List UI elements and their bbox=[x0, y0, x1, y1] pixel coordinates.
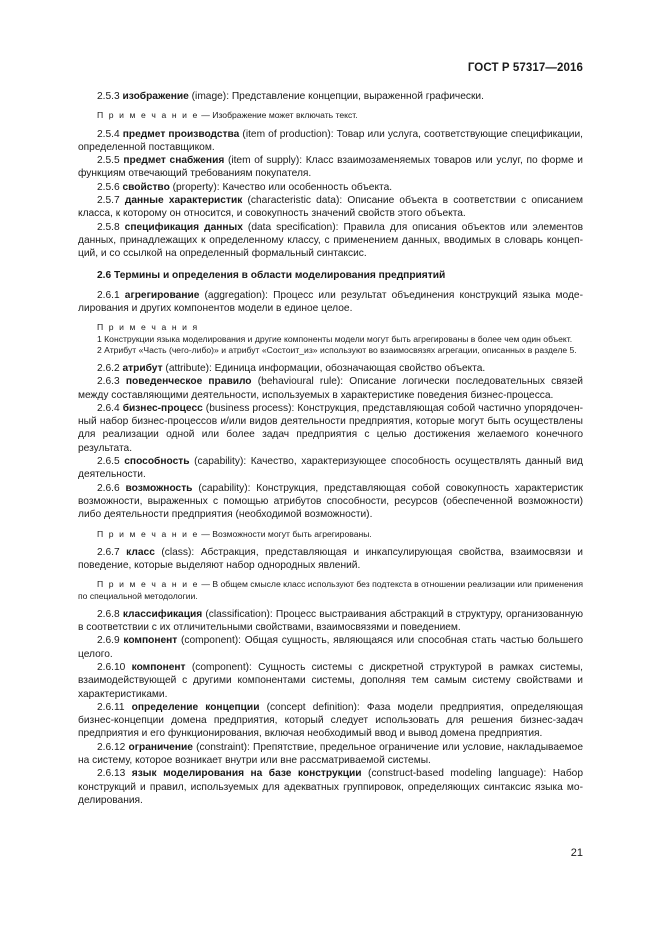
definition-paragraph bbox=[78, 701, 583, 741]
clause-number: 2.6.9 bbox=[97, 635, 124, 647]
definition-text: (capability): Качество, характеризующее способность осуществлять данный вид деятельности. bbox=[78, 456, 583, 481]
defined-term: компонент bbox=[123, 635, 178, 647]
clause-number: 2.6.6 bbox=[97, 482, 126, 494]
clause-number: 2.6.7 bbox=[97, 546, 127, 558]
definition-text: (property): Качество или особенность объекта. bbox=[169, 181, 393, 193]
defined-term: поведенческое правило bbox=[125, 376, 252, 388]
note-text: — В общем смысле класс используют без подтекста в отношении реализации или применения по специальной методологии. bbox=[78, 579, 583, 601]
definition-text: (data specification): Правила для описания объектов или элементов данных, принадлежащих к определенному классу, с применением данных, вводимых в словарь концепций, и со ссылкой на определенный формальный синтаксис. bbox=[78, 221, 583, 260]
clause-number: 2.6.8 bbox=[97, 608, 123, 620]
document-body bbox=[78, 90, 583, 807]
definition-text: (item of supply): Класс взаимозаменяемых товаров или услуг, по форме и функциям отвечающий требованиям покупателя. bbox=[78, 155, 583, 180]
defined-term: язык моделирования на базе конструкции bbox=[131, 768, 362, 780]
defined-term: изображение bbox=[122, 91, 189, 102]
defined-term: предмет снабжения bbox=[123, 155, 225, 167]
clause-number: 2.5.6 bbox=[97, 181, 123, 193]
clause-number: 2.6.1 bbox=[97, 289, 125, 301]
defined-term: агрегирование bbox=[124, 289, 200, 301]
note-text: — Возможности могут быть агрегированы. bbox=[198, 528, 372, 539]
clause-number: 2.5.7 bbox=[97, 194, 125, 206]
definition-text: (aggregation): Процесс или результат объединения конструкций языка моделирования и других компонентов модели в единое целое. bbox=[78, 289, 583, 315]
clause-number: 2.6.10 bbox=[97, 661, 132, 673]
defined-term: ограничение bbox=[128, 741, 193, 753]
defined-term: возможность bbox=[125, 482, 193, 494]
clause-number: 2.6.3 bbox=[97, 376, 126, 388]
defined-term: данные характеристик bbox=[124, 194, 243, 206]
definition-paragraph bbox=[78, 362, 583, 375]
definition-text: (attribute): Единица информации, обозначающая свойство объекта. bbox=[162, 362, 486, 374]
clause-number: 2.6.5 bbox=[97, 456, 125, 468]
definition-text: (class): Абстракция, представляющая и инкапсулирующая свойства, взаимосвязи и поведение, которые выделяют набор однородных явлений. bbox=[78, 546, 583, 572]
clause-number: 2.6.11 bbox=[97, 701, 132, 713]
definition-paragraph bbox=[78, 289, 583, 316]
definition-text: (component): Сущность системы с дискретной структурой в рамках системы, взаимодействующей с другими компонентами системы, дополняя тем самым систему свойствами и характеристиками. bbox=[78, 661, 583, 700]
note-label: П р и м е ч а н и е bbox=[97, 110, 199, 121]
defined-term: атрибут bbox=[122, 362, 163, 374]
definition-text: (image): Представление концепции, выраженной графически. bbox=[188, 91, 484, 102]
definition-text: (classification): Процесс выстраивания абстракций в структуру, организованную в соответствии с их отличительными свойствами, взаимосвязями и поведением. bbox=[78, 608, 583, 634]
clause-number: 2.5.4 bbox=[97, 128, 123, 140]
definition-paragraph bbox=[78, 90, 583, 103]
note-item: 2 Атрибут «Часть (чего-либо)» и атрибут «Состоит_из» используют во взаимосвязях агрегации, описанных в разделе 5. bbox=[97, 344, 577, 355]
note-label: П р и м е ч а н и е bbox=[97, 528, 199, 539]
defined-term: предмет производства bbox=[122, 128, 240, 140]
definition-paragraph bbox=[78, 402, 583, 455]
definition-paragraph bbox=[78, 608, 583, 635]
defined-term: компонент bbox=[131, 661, 186, 673]
notes-label: П р и м е ч а н и я bbox=[97, 322, 199, 333]
note-item: 1 Конструкции языка моделирования и другие компоненты модели могут быть агрегированы в более чем один объект. bbox=[97, 333, 573, 344]
definition-paragraph bbox=[78, 661, 583, 701]
definition-paragraph bbox=[78, 741, 583, 768]
definition-text: (characteristic data): Описание объекта в соответствии с описанием класса, к которому он относится, и совокупность значений свойств этого объекта. bbox=[78, 194, 583, 220]
definition-text: (concept definition): Фаза модели предприятия, определяющая бизнес-концепции домена предприятия, который следует использовать для решения бизнес-задач предприятия и его функционирования, включая необходимый ввод и вывод домена предприятия. bbox=[78, 701, 583, 740]
notes-block bbox=[78, 322, 583, 356]
note-label: П р и м е ч а н и е bbox=[97, 579, 199, 590]
definition-paragraph bbox=[78, 128, 583, 155]
page-number: 21 bbox=[570, 847, 583, 859]
clause-number: 2.6.13 bbox=[97, 768, 132, 780]
defined-term: класс bbox=[126, 546, 155, 558]
clause-number: 2.5.5 bbox=[97, 155, 124, 167]
clause-number: 2.6.2 bbox=[97, 362, 123, 374]
note-paragraph bbox=[78, 529, 583, 540]
defined-term: спецификация данных bbox=[124, 221, 243, 233]
clause-number: 2.5.3 bbox=[97, 91, 123, 102]
note-paragraph bbox=[78, 579, 583, 601]
note-paragraph bbox=[78, 110, 583, 121]
definition-text: (construct-based modeling language): Набор конструкций и правил, используемых для адекватных группировок, определяющих синтаксис языка моделирования. bbox=[78, 768, 584, 806]
definition-paragraph bbox=[78, 767, 583, 807]
defined-term: бизнес-процесс bbox=[122, 402, 203, 414]
note-text: — Изображение может включать текст. bbox=[198, 110, 358, 121]
definition-paragraph bbox=[78, 181, 583, 194]
section-heading: 2.6 Термины и определения в области моделирования предприятий bbox=[97, 270, 446, 282]
defined-term: способность bbox=[124, 456, 190, 468]
definition-text: (constraint): Препятствие, предельное ограничение или условие, накладываемое на систему, которое возникает внутри или вне рассматриваемой системы. bbox=[78, 741, 584, 766]
definition-text: (behavioural rule): Описание логически последовательных связей между составляющими деятельности, используемых в характеристике поведения бизнес-процесса. bbox=[78, 376, 583, 401]
definition-paragraph bbox=[78, 482, 583, 522]
clause-number: 2.6.4 bbox=[97, 402, 123, 414]
defined-term: свойство bbox=[122, 181, 170, 193]
definition-text: (business process): Конструкция, представляющая собой частично упорядоченный набор бизнес-процессов и/или видов деятельности предприятия, которые могут быть осуществлены для реализации одной или более задач предприятия с целью достижения желаемого конечного результата. bbox=[78, 402, 583, 454]
definition-text: (capability): Конструкция, представляющая собой совокупность характеристик возможности, выраженных с помощью атрибутов способности, ресурсов (обеспеченной возможности) либо деятельности предприятия (необходимой возможности). bbox=[78, 482, 583, 521]
defined-term: определение концепции bbox=[131, 701, 260, 713]
definition-paragraph bbox=[78, 221, 583, 261]
document-standard-id: ГОСТ Р 57317—2016 bbox=[467, 62, 583, 74]
definition-paragraph bbox=[78, 634, 583, 661]
definition-paragraph bbox=[78, 154, 583, 181]
clause-number: 2.5.8 bbox=[97, 221, 125, 233]
definition-paragraph bbox=[78, 375, 583, 402]
defined-term: классификация bbox=[122, 608, 203, 620]
definition-paragraph bbox=[78, 455, 583, 482]
definition-paragraph bbox=[78, 194, 583, 221]
definition-text: (component): Общая сущность, являющаяся или способная стать частью большего целого. bbox=[78, 635, 583, 660]
definition-paragraph bbox=[78, 546, 583, 573]
definition-text: (item of production): Товар или услуга, соответствующие спецификации, определенной поставщиком. bbox=[78, 128, 583, 153]
clause-number: 2.6.12 bbox=[97, 741, 129, 753]
